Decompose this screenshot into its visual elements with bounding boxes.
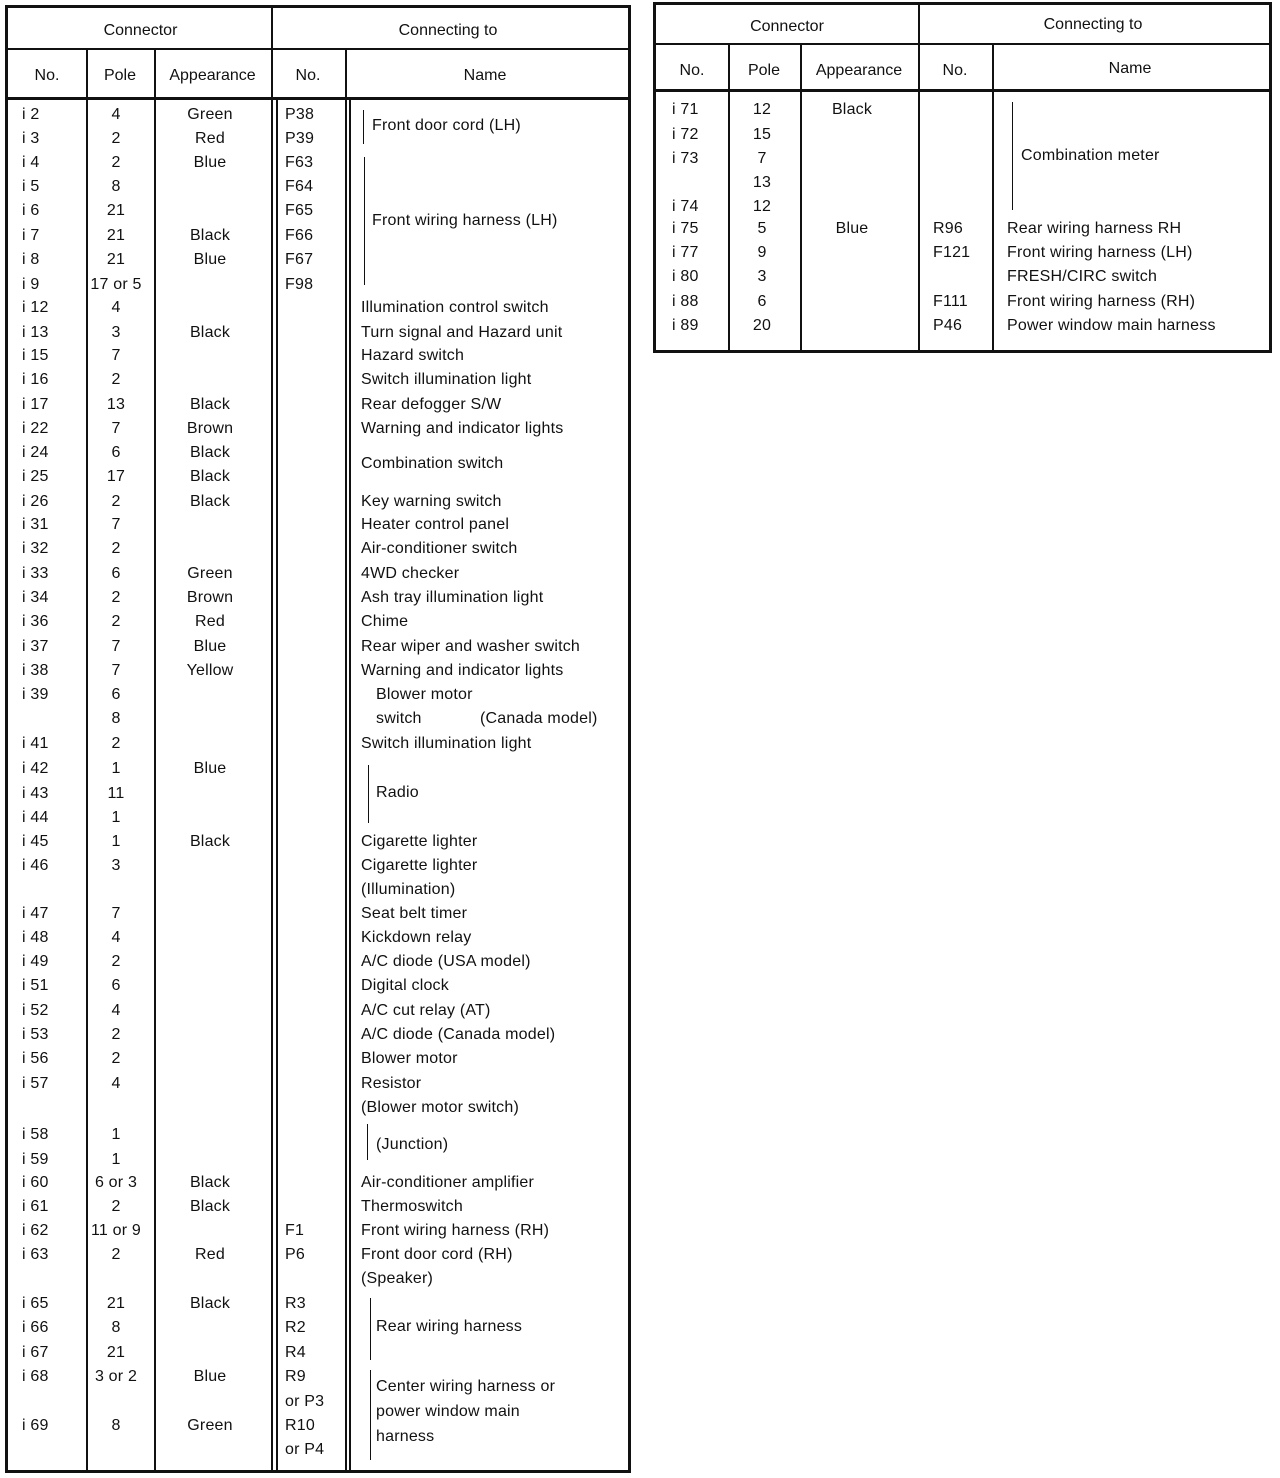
- left-cell-name: Ash tray illumination light: [361, 589, 544, 606]
- left-cell-no: i 5: [22, 178, 40, 195]
- left-cell-pole: 2: [111, 613, 121, 630]
- brace-combination-meter: [1012, 102, 1013, 210]
- left-cell-to-no: R2: [285, 1319, 306, 1336]
- left-cell-to-no: P38: [285, 106, 315, 123]
- left-cell-to-no: P39: [285, 130, 315, 147]
- right-cell-no: i 88: [672, 293, 699, 310]
- left-cell-pole: 4: [111, 106, 121, 123]
- left-cell-pole: 7: [111, 420, 121, 437]
- left-cell-no: i 12: [22, 299, 49, 316]
- group-center-line1: Center wiring harness or: [376, 1378, 556, 1395]
- left-col-appearance: Appearance: [169, 67, 256, 84]
- left-cell-pole: 21: [106, 251, 126, 268]
- left-cell-pole: 1: [111, 1151, 121, 1168]
- left-cell-pole: 2: [111, 953, 121, 970]
- right-cell-pole: 20: [752, 317, 772, 334]
- left-v2: [154, 48, 156, 1470]
- brace-front-door-cord: [363, 110, 364, 144]
- left-cell-name: 4WD checker: [361, 565, 460, 582]
- left-cell-pole: 2: [111, 493, 121, 510]
- right-v3: [918, 5, 920, 350]
- left-cell-name: Resistor: [361, 1075, 422, 1092]
- right-cell-appearance: Black: [831, 101, 873, 118]
- right-cell-pole: 9: [757, 244, 767, 261]
- left-cell-no: i 15: [22, 347, 49, 364]
- left-cell-no: i 37: [22, 638, 49, 655]
- right-cell-no: i 80: [672, 268, 699, 285]
- left-cell-appearance: Yellow: [186, 662, 234, 679]
- right-cell-to-no: F121: [933, 244, 971, 261]
- left-cell-pole: 2: [111, 589, 121, 606]
- left-cell-no: i 45: [22, 833, 49, 850]
- left-cell-no: i 25: [22, 468, 49, 485]
- left-cell-no: i 68: [22, 1368, 49, 1385]
- left-cell-to-no: F98: [285, 276, 314, 293]
- left-cell-appearance: Black: [189, 1198, 231, 1215]
- right-cell-no: i 89: [672, 317, 699, 334]
- right-cell-name: FRESH/CIRC switch: [1007, 268, 1158, 285]
- right-col-pole: Pole: [747, 62, 781, 79]
- left-cell-no: i 63: [22, 1246, 49, 1263]
- left-cell-appearance: Red: [195, 613, 225, 630]
- left-cell-appearance: Black: [189, 1174, 231, 1191]
- left-cell-no: i 38: [22, 662, 49, 679]
- left-cell-pole: 4: [111, 1002, 121, 1019]
- left-cell-appearance: Blue: [193, 760, 227, 777]
- left-cell-pole: 1: [111, 1126, 121, 1143]
- left-cell-pole: 6: [111, 686, 121, 703]
- left-cell-name: A/C diode (Canada model): [361, 1026, 556, 1043]
- right-cell-pole: 12: [752, 101, 772, 118]
- left-cell-to-no: R3: [285, 1295, 306, 1312]
- left-cell-pole: 8: [111, 1417, 121, 1434]
- left-cell-appearance: Red: [195, 1246, 225, 1263]
- group-combination-switch: Combination switch: [361, 455, 504, 472]
- left-cell-name: Kickdown relay: [361, 929, 472, 946]
- group-junction: (Junction): [376, 1136, 449, 1153]
- left-v1: [86, 48, 88, 1470]
- left-cell-appearance: Blue: [193, 154, 227, 171]
- left-cell-name: Cigarette lighter: [361, 833, 478, 850]
- left-cell-name: Turn signal and Hazard unit: [361, 324, 563, 341]
- left-cell-name: Seat belt timer: [361, 905, 468, 922]
- right-header-divider: [656, 43, 1269, 45]
- left-cell-pole: 3: [111, 857, 121, 874]
- left-cell-no: i 7: [22, 227, 40, 244]
- left-cell-no: i 60: [22, 1174, 49, 1191]
- right-col-no: No.: [679, 62, 705, 79]
- left-cell-pole: 6: [111, 977, 121, 994]
- left-cell-no: i 22: [22, 420, 49, 437]
- left-connecting-to-header: Connecting to: [398, 22, 498, 39]
- right-v2: [800, 43, 802, 350]
- left-cell-pole: 21: [106, 1344, 126, 1361]
- left-cell-to-no: F67: [285, 251, 314, 268]
- left-cell-no: i 65: [22, 1295, 49, 1312]
- left-cell-name: Air-conditioner switch: [361, 540, 518, 557]
- group-combination-meter: Combination meter: [1021, 147, 1160, 164]
- left-cell-appearance: Green: [187, 1417, 233, 1434]
- left-col-no: No.: [34, 67, 60, 84]
- right-cell-no: i 71: [672, 101, 699, 118]
- right-cell-pole: 6: [757, 293, 767, 310]
- right-col-appearance: Appearance: [815, 62, 903, 79]
- right-cell-name: Front wiring harness (LH): [1007, 244, 1193, 261]
- left-cell-appearance: Blue: [193, 1368, 227, 1385]
- group-front-wiring-harness-lh: Front wiring harness (LH): [372, 212, 558, 229]
- left-cell-pole: 2: [111, 154, 121, 171]
- left-cell-to-no: F65: [285, 202, 314, 219]
- left-cell-name: Cigarette lighter: [361, 857, 478, 874]
- left-cell-no: i 4: [22, 154, 40, 171]
- left-cell-appearance: Black: [189, 324, 231, 341]
- left-cell-appearance: Black: [189, 493, 231, 510]
- left-cell-to-no: F1: [285, 1222, 305, 1239]
- left-cell-to-no: R10: [285, 1417, 315, 1434]
- brace-rear-wiring: [370, 1298, 371, 1360]
- left-cell-no: i 9: [22, 276, 40, 293]
- left-cell-name: (Speaker): [361, 1270, 434, 1287]
- left-cell-name: Illumination control switch: [361, 299, 549, 316]
- left-cell-appearance: Black: [189, 833, 231, 850]
- left-cell-pole: 2: [111, 1198, 121, 1215]
- left-cell-no: i 17: [22, 396, 49, 413]
- right-cell-name: Rear wiring harness RH: [1007, 220, 1182, 237]
- left-cell-no: i 26: [22, 493, 49, 510]
- right-col-name: Name: [1108, 60, 1152, 77]
- brace-front-wiring-lh: [364, 157, 365, 285]
- left-cell-no: i 8: [22, 251, 40, 268]
- right-connecting-to-header: Connecting to: [1043, 16, 1143, 33]
- left-cell-no: i 43: [22, 785, 49, 802]
- left-v6: [349, 97, 351, 1470]
- left-cell-no: i 36: [22, 613, 49, 630]
- left-cell-appearance: Green: [187, 106, 233, 123]
- right-cell-to-no: P46: [933, 317, 963, 334]
- left-cell-name: Chime: [361, 613, 409, 630]
- left-cell-no: i 66: [22, 1319, 49, 1336]
- right-cell-no: i 73: [672, 150, 699, 167]
- left-cell-no: i 58: [22, 1126, 49, 1143]
- left-connector-header: Connector: [103, 22, 178, 39]
- left-cell-no: i 67: [22, 1344, 49, 1361]
- left-cell-name: Heater control panel: [361, 516, 510, 533]
- left-cell-to-no: P6: [285, 1246, 305, 1263]
- left-cell-pole: 7: [111, 905, 121, 922]
- left-cell-pole: 4: [111, 1075, 121, 1092]
- left-cell-pole: 2: [111, 735, 121, 752]
- left-header-bottom: [8, 97, 628, 100]
- left-cell-name: Blower motor: [376, 686, 473, 703]
- left-cell-pole: 13: [106, 396, 126, 413]
- left-cell-no: i 56: [22, 1050, 49, 1067]
- group-center-line2: power window main: [376, 1403, 520, 1420]
- left-cell-no: i 47: [22, 905, 49, 922]
- left-cell-no: i 16: [22, 371, 49, 388]
- left-cell-no: i 62: [22, 1222, 49, 1239]
- group-front-door-cord-lh: Front door cord (LH): [372, 117, 521, 134]
- left-v4: [345, 48, 347, 1470]
- right-cell-pole: 7: [757, 150, 767, 167]
- left-v3: [271, 8, 273, 1470]
- left-cell-pole: 21: [106, 227, 126, 244]
- left-cell-no: i 52: [22, 1002, 49, 1019]
- left-cell-name: A/C cut relay (AT): [361, 1002, 491, 1019]
- left-cell-pole: 8: [111, 710, 121, 727]
- left-cell-name: Rear defogger S/W: [361, 396, 502, 413]
- left-cell-no: i 2: [22, 106, 40, 123]
- left-cell-name: switch: [376, 710, 422, 727]
- left-cell-appearance: Black: [189, 444, 231, 461]
- left-col-name: Name: [463, 67, 507, 84]
- group-radio: Radio: [376, 784, 419, 801]
- left-cell-pole: 8: [111, 1319, 121, 1336]
- left-cell-no: i 69: [22, 1417, 49, 1434]
- right-cell-appearance: Blue: [835, 220, 869, 237]
- left-cell-name: Switch illumination light: [361, 371, 532, 388]
- left-cell-pole: 11: [107, 785, 125, 802]
- left-cell-name: Hazard switch: [361, 347, 465, 364]
- left-cell-no: i 6: [22, 202, 40, 219]
- right-cell-pole: 5: [757, 220, 767, 237]
- left-cell-name: Warning and indicator lights: [361, 420, 564, 437]
- right-cell-no: i 75: [672, 220, 699, 237]
- left-cell-pole: 4: [111, 299, 121, 316]
- left-cell-name: Front wiring harness (RH): [361, 1222, 550, 1239]
- left-cell-pole: 17 or 5: [90, 276, 142, 293]
- left-cell-pole: 21: [106, 1295, 126, 1312]
- right-cell-to-no: R96: [933, 220, 963, 237]
- left-cell-no: i 13: [22, 324, 49, 341]
- left-cell-name: Rear wiper and washer switch: [361, 638, 581, 655]
- brace-center-wiring: [370, 1370, 371, 1460]
- left-cell-pole: 11 or 9: [90, 1222, 142, 1239]
- left-cell-to-no: R9: [285, 1368, 306, 1385]
- right-cell-name: Power window main harness: [1007, 317, 1216, 334]
- left-cell-no: i 49: [22, 953, 49, 970]
- left-cell-name: Digital clock: [361, 977, 449, 994]
- left-cell-pole: 2: [111, 130, 121, 147]
- left-cell-pole: 1: [111, 809, 121, 826]
- left-header-divider: [8, 48, 628, 50]
- left-cell-no: i 46: [22, 857, 49, 874]
- left-cell-no: i 44: [22, 809, 49, 826]
- left-cell-to-no: or P4: [285, 1441, 325, 1458]
- left-cell-no: i 31: [22, 516, 49, 533]
- left-cell-pole: 2: [111, 1050, 121, 1067]
- left-cell-no: i 34: [22, 589, 49, 606]
- right-cell-no: i 77: [672, 244, 699, 261]
- right-cell-no: i 74: [672, 198, 699, 215]
- right-cell-to-no: F111: [933, 293, 968, 310]
- left-cell-appearance: Blue: [193, 251, 227, 268]
- left-cell-appearance: Green: [187, 565, 233, 582]
- left-cell-no: i 53: [22, 1026, 49, 1043]
- left-col-to-no: No.: [295, 67, 321, 84]
- left-cell-no: i 61: [22, 1198, 49, 1215]
- right-cell-name: Front wiring harness (RH): [1007, 293, 1196, 310]
- left-cell-pole: 6 or 3: [94, 1174, 138, 1191]
- left-cell-no: i 32: [22, 540, 49, 557]
- left-cell-name: Front door cord (RH): [361, 1246, 513, 1263]
- left-cell-pole: 7: [111, 662, 121, 679]
- left-cell-to-no: F64: [285, 178, 314, 195]
- left-cell-to-no: R4: [285, 1344, 306, 1361]
- left-cell-pole: 4: [111, 929, 121, 946]
- right-v1: [728, 43, 730, 350]
- left-cell-name: Blower motor: [361, 1050, 458, 1067]
- brace-junction: [367, 1124, 368, 1160]
- left-cell-pole: 2: [111, 371, 121, 388]
- left-cell-pole: 7: [111, 638, 121, 655]
- right-cell-pole: 12: [752, 198, 772, 215]
- left-cell-to-no: or P3: [285, 1393, 325, 1410]
- left-cell-name: Warning and indicator lights: [361, 662, 564, 679]
- left-cell-no: i 59: [22, 1151, 49, 1168]
- left-cell-no: i 24: [22, 444, 49, 461]
- left-cell-no: i 41: [22, 735, 49, 752]
- left-cell-appearance: Red: [195, 130, 225, 147]
- left-cell-appearance: Brown: [186, 420, 234, 437]
- left-cell-appearance: Black: [189, 468, 231, 485]
- right-header-bottom: [656, 89, 1269, 92]
- left-cell-no: i 57: [22, 1075, 49, 1092]
- left-cell-name: (Illumination): [361, 881, 456, 898]
- left-cell-pole: 6: [111, 444, 121, 461]
- left-cell-pole: 6: [111, 565, 121, 582]
- right-v4: [992, 43, 994, 350]
- left-cell-no: i 3: [22, 130, 40, 147]
- left-cell-name: A/C diode (USA model): [361, 953, 531, 970]
- right-cell-pole: 13: [752, 174, 772, 191]
- left-cell-pole: 7: [111, 516, 121, 533]
- left-cell-pole: 8: [111, 178, 121, 195]
- left-cell-pole: 3 or 2: [94, 1368, 138, 1385]
- right-cell-pole: 15: [752, 126, 772, 143]
- left-cell-no: i 39: [22, 686, 49, 703]
- left-cell-no: i 48: [22, 929, 49, 946]
- left-cell-appearance: Black: [189, 396, 231, 413]
- left-cell-pole: 2: [111, 540, 121, 557]
- left-cell-name: Key warning switch: [361, 493, 502, 510]
- left-cell-no: i 42: [22, 760, 49, 777]
- brace-radio: [368, 765, 369, 823]
- left-cell-pole: 2: [111, 1026, 121, 1043]
- left-cell-name: Switch illumination light: [361, 735, 532, 752]
- left-cell-to-no: F66: [285, 227, 314, 244]
- left-cell-no: i 51: [22, 977, 49, 994]
- right-connector-header: Connector: [750, 18, 824, 35]
- left-cell-note: (Canada model): [480, 710, 598, 727]
- left-cell-pole: 21: [106, 202, 126, 219]
- left-cell-name: Air-conditioner amplifier: [361, 1174, 535, 1191]
- right-col-to-no: No.: [942, 62, 968, 79]
- left-cell-appearance: Black: [189, 1295, 231, 1312]
- left-cell-pole: 3: [111, 324, 121, 341]
- left-cell-appearance: Black: [189, 227, 231, 244]
- left-cell-appearance: Blue: [193, 638, 227, 655]
- left-cell-pole: 2: [111, 1246, 121, 1263]
- left-cell-name: (Blower motor switch): [361, 1099, 520, 1116]
- group-rear-wiring-harness: Rear wiring harness: [376, 1318, 523, 1335]
- left-cell-pole: 17: [106, 468, 126, 485]
- left-cell-pole: 1: [111, 833, 121, 850]
- right-cell-no: i 72: [672, 126, 699, 143]
- group-center-line3: harness: [376, 1428, 435, 1445]
- left-cell-name: Thermoswitch: [361, 1198, 463, 1215]
- left-cell-pole: 7: [111, 347, 121, 364]
- left-cell-appearance: Brown: [186, 589, 234, 606]
- right-cell-pole: 3: [757, 268, 767, 285]
- left-cell-no: i 33: [22, 565, 49, 582]
- left-cell-pole: 1: [111, 760, 121, 777]
- left-v5: [276, 97, 278, 1470]
- left-col-pole: Pole: [103, 67, 137, 84]
- left-cell-to-no: F63: [285, 154, 314, 171]
